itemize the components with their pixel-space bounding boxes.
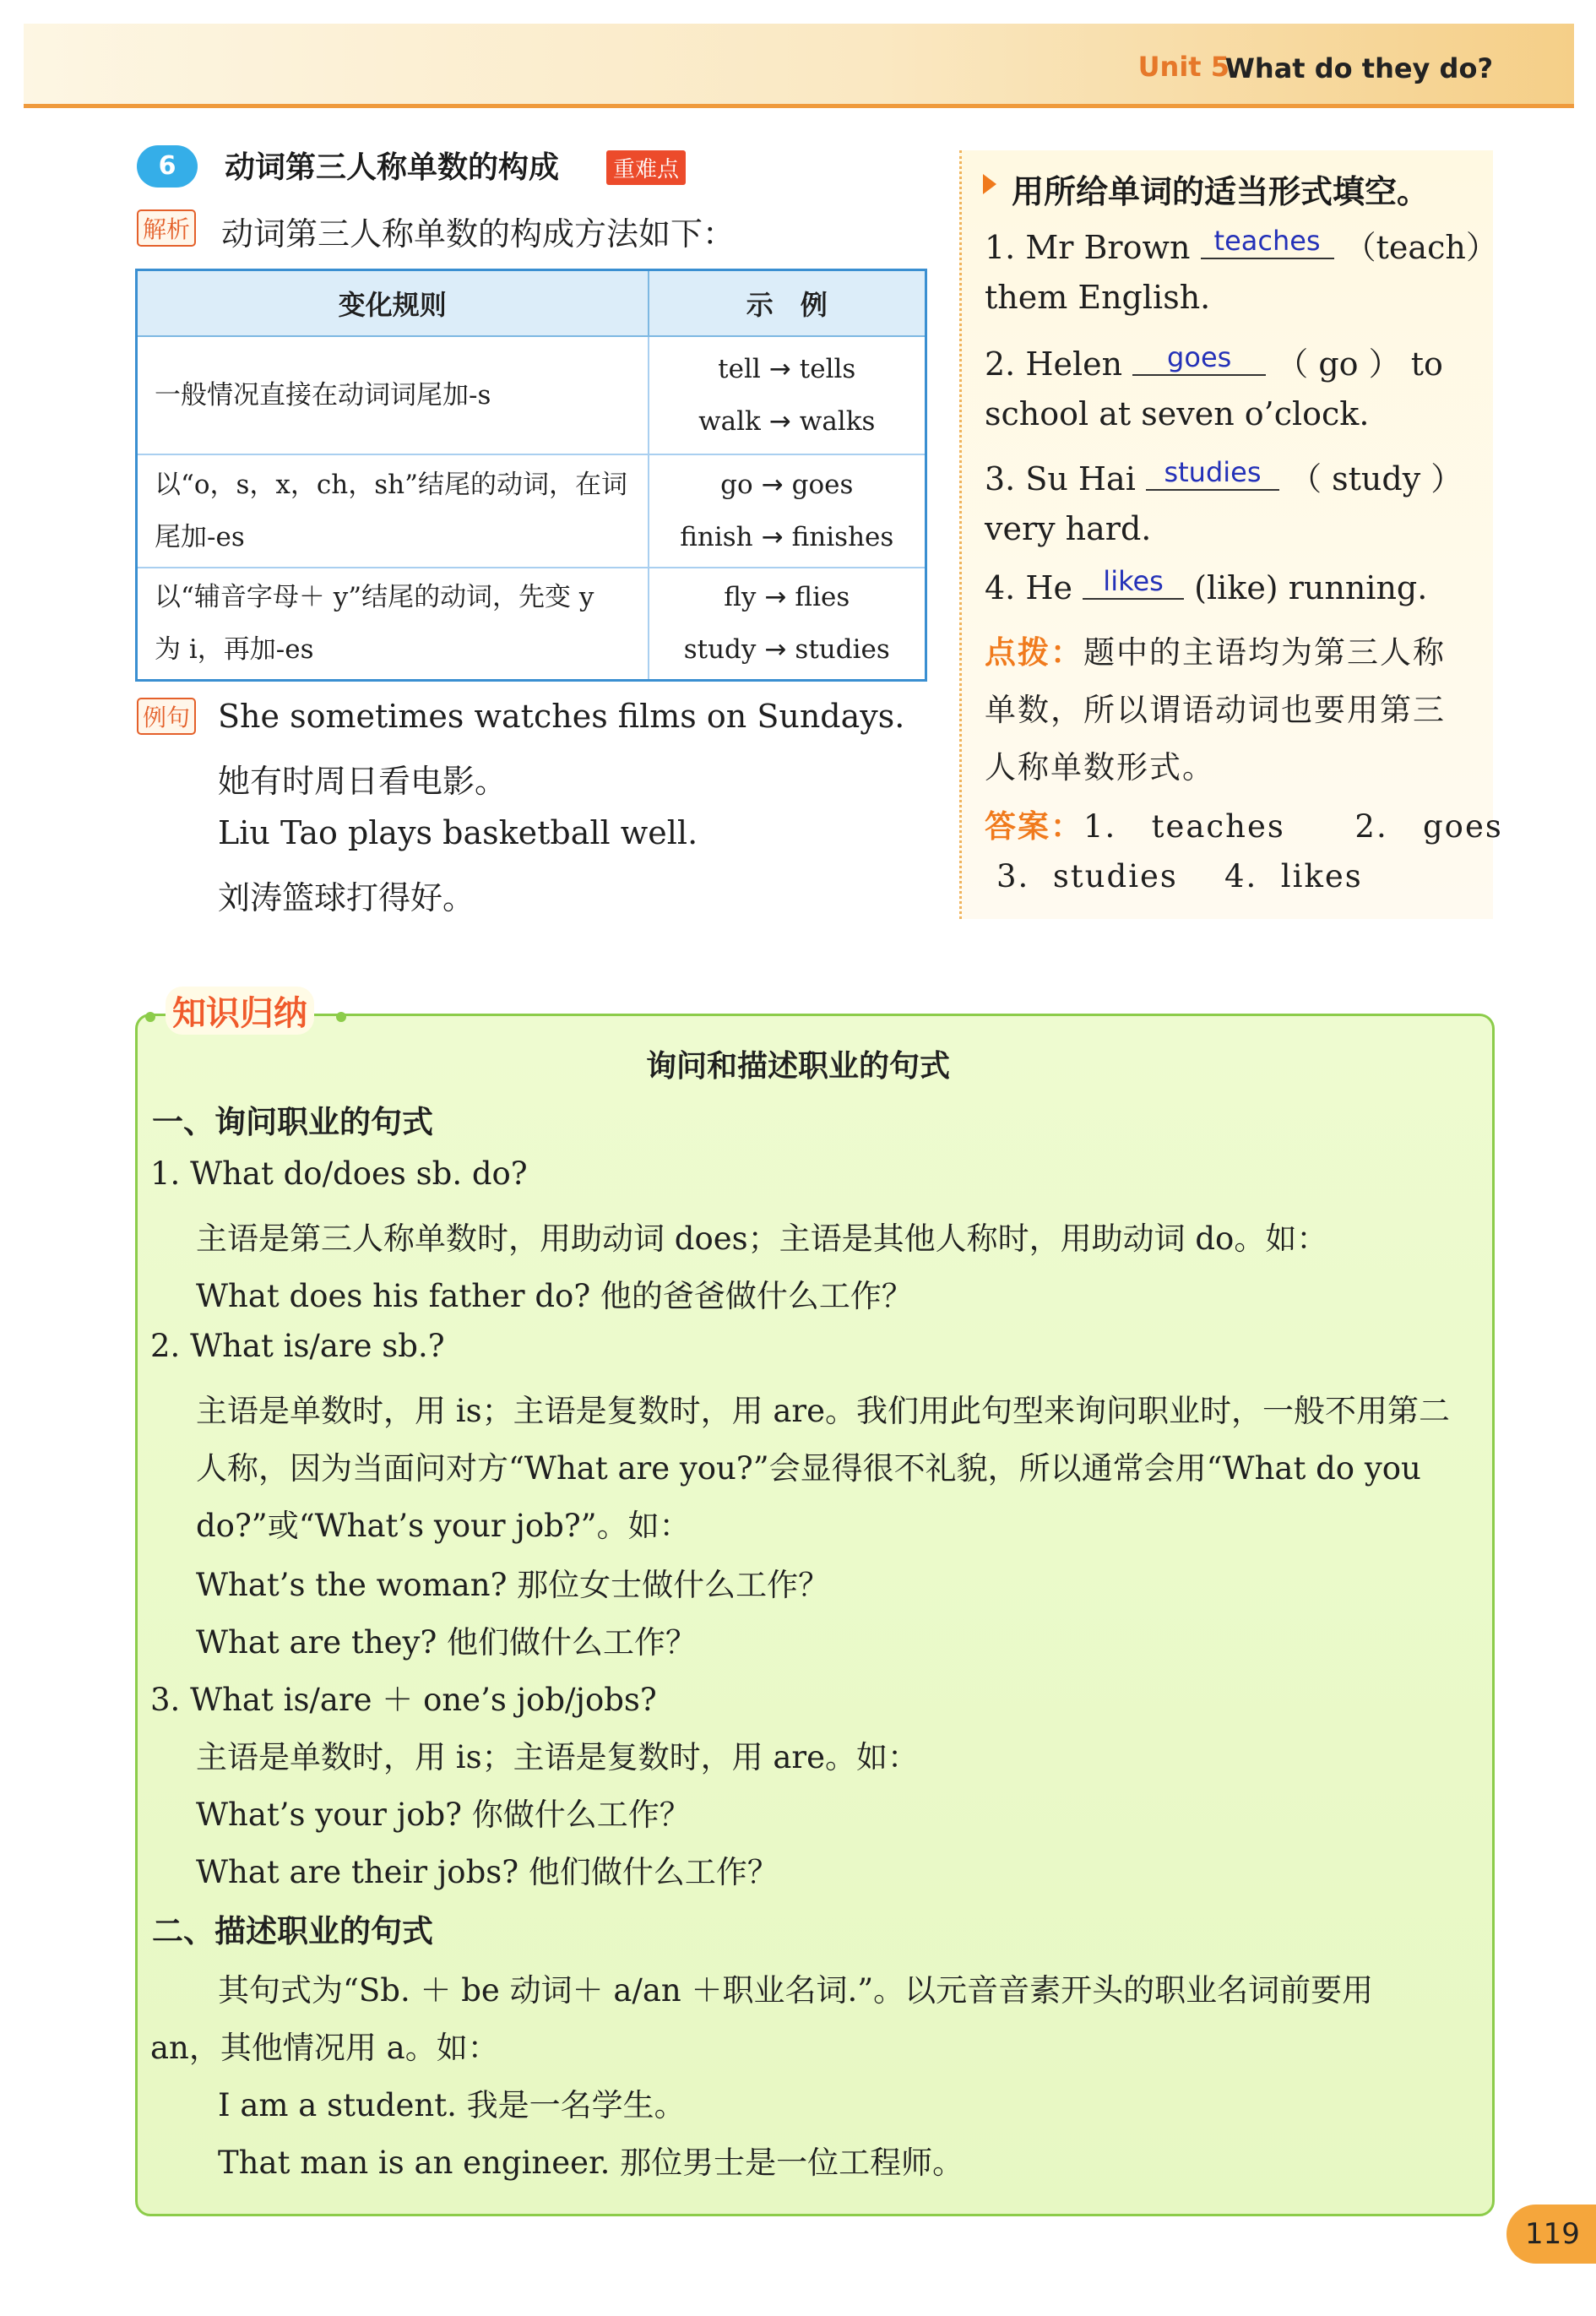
section-number-badge: 6 — [137, 145, 198, 188]
knowledge-title: 询问和描述职业的句式 — [645, 1049, 950, 1084]
unit-label: Unit 5 — [1137, 51, 1230, 83]
hint-word: (like) running. — [1194, 569, 1428, 606]
base-verb: study — [683, 634, 757, 666]
knowledge-line: I am a student. 我是一名学生。 — [218, 2087, 686, 2123]
question-text: 2. Helen — [985, 345, 1123, 383]
rule-text: 为 i，再加-es — [155, 634, 314, 666]
base-verb: go — [720, 469, 753, 500]
example-pair — [649, 511, 926, 563]
answer-blank: goes — [1132, 340, 1266, 376]
question-continuation: them English. — [985, 279, 1211, 316]
dot-icon — [145, 1012, 155, 1022]
knowledge-badge: 知识归纳 — [166, 987, 314, 1035]
tip-line — [985, 627, 1446, 672]
example-pair — [649, 343, 926, 395]
example-sentence: Liu Tao plays basketball well. — [218, 814, 698, 851]
exercise-item-1 — [985, 221, 1498, 268]
knowledge-line: an，其他情况用 a。如： — [150, 2030, 499, 2066]
table-header-example: 示 例 — [649, 270, 926, 336]
third-person-verb: studies — [795, 634, 890, 666]
table-row — [137, 454, 926, 568]
knowledge-line: What are their jobs? 他们做什么工作？ — [196, 1854, 779, 1890]
answer-blank: likes — [1083, 564, 1184, 600]
table-row — [137, 568, 926, 681]
answer-blank: teaches — [1201, 224, 1334, 259]
hint-word: （ study ） — [1289, 460, 1463, 497]
example-translation: 刘涛篮球打得好。 — [218, 879, 475, 916]
knowledge-line: What’s the woman? 那位女士做什么工作？ — [196, 1567, 830, 1603]
knowledge-line: 其句式为“Sb. ＋ be 动词＋ a/an ＋职业名词.”。以元音音素开头的职业名词前要用 — [218, 1972, 1374, 2009]
third-person-verb: tells — [799, 353, 856, 384]
answer-blank: studies — [1146, 455, 1279, 491]
answer-line — [985, 801, 1503, 846]
third-person-verb: flies — [795, 582, 850, 613]
knowledge-line: 1. What do/does sb. do? — [150, 1155, 528, 1192]
third-person-verb: walks — [799, 405, 876, 437]
knowledge-line: What are they? 他们做什么工作？ — [196, 1624, 698, 1661]
difficulty-badge: 重难点 — [606, 150, 686, 185]
knowledge-line: 3. What is/are ＋ one’s job/jobs? — [150, 1682, 657, 1718]
arrow-right-icon: → — [761, 469, 784, 500]
example-pair — [649, 395, 926, 448]
arrow-right-icon: → — [768, 405, 791, 437]
question-continuation: very hard. — [985, 510, 1152, 547]
table-row — [137, 336, 926, 454]
exercise-title: 用所给单词的适当形式填空。 — [1012, 173, 1430, 210]
third-person-verb: finishes — [791, 521, 894, 552]
tip-text: 人称单数形式。 — [985, 749, 1215, 786]
tip-text: 单数，所以谓语动词也要用第三 — [985, 692, 1446, 728]
page-number: 119 — [1506, 2205, 1596, 2264]
example-pair — [649, 571, 926, 623]
knowledge-line: That man is an engineer. 那位男士是一位工程师。 — [218, 2145, 964, 2181]
example-sentence: She sometimes watches films on Sundays. — [218, 698, 905, 735]
base-verb: fly — [724, 582, 757, 613]
knowledge-line: 主语是单数时，用 is；主语是复数时，用 are。我们用此句型来询问职业时，一般不用第二 — [196, 1393, 1450, 1429]
table-header-rule: 变化规则 — [137, 270, 649, 336]
question-text: 1. Mr Brown — [985, 229, 1191, 266]
analysis-tag: 解析 — [137, 209, 196, 247]
hint-word: （teach） — [1344, 229, 1498, 266]
base-verb: walk — [698, 405, 761, 437]
answer-label: 答案： — [985, 808, 1083, 845]
knowledge-line: What’s your job? 你做什么工作？ — [196, 1797, 691, 1833]
exercise-item-4 — [985, 565, 1428, 608]
example-translation: 她有时周日看电影。 — [218, 763, 508, 800]
triangle-bullet-icon — [983, 174, 996, 194]
knowledge-line: What does his father do? 他的爸爸做什么工作？ — [196, 1278, 913, 1314]
dot-icon — [336, 1012, 346, 1022]
arrow-right-icon: → — [764, 582, 787, 613]
knowledge-heading: 二、描述职业的句式 — [152, 1913, 433, 1949]
tip-text: 题中的主语均为第三人称 — [1083, 634, 1446, 671]
knowledge-line: do?”或“What’s your job?”。如： — [196, 1508, 691, 1544]
knowledge-heading: 一、询问职业的句式 — [152, 1104, 433, 1140]
arrow-right-icon: → — [764, 634, 787, 666]
answer-text: 1. teaches 2. goes — [1083, 808, 1503, 845]
knowledge-line: 2. What is/are sb.? — [150, 1328, 445, 1364]
rule-text: 以“辅音字母＋ y”结尾的动词，先变 y — [155, 582, 594, 613]
base-verb: tell — [718, 353, 761, 384]
rule-text: 尾加-es — [155, 521, 245, 552]
third-person-verb: goes — [791, 469, 854, 500]
page-header — [24, 24, 1574, 108]
example-pair — [649, 459, 926, 511]
knowledge-line: 人称，因为当面问对方“What are you?”会显得很不礼貌，所以通常会用“What do you — [196, 1450, 1421, 1487]
rule-text: 一般情况直接在动词词尾加-s — [155, 379, 491, 410]
tip-label: 点拨： — [985, 634, 1083, 671]
question-text: 4. He — [985, 569, 1072, 606]
arrow-right-icon: → — [761, 521, 784, 552]
example-tag: 例句 — [137, 698, 196, 735]
exercise-item-2 — [985, 338, 1443, 384]
answer-text: 3. studies 4. likes — [996, 858, 1363, 894]
example-pair — [649, 623, 926, 676]
rules-table — [135, 269, 927, 682]
exercise-item-3 — [985, 453, 1463, 499]
arrow-right-icon: → — [768, 353, 791, 384]
unit-title: What do they do? — [1224, 52, 1493, 84]
section-title: 动词第三人称单数的构成 — [225, 150, 560, 185]
rule-text: 以“o，s，x，ch，sh”结尾的动词，在词 — [155, 469, 627, 500]
knowledge-line: 主语是第三人称单数时，用助动词 does；主语是其他人称时，用助动词 do。如： — [196, 1221, 1328, 1257]
hint-word: （ go ） to — [1276, 345, 1443, 383]
question-continuation: school at seven o’clock. — [985, 395, 1370, 432]
question-text: 3. Su Hai — [985, 460, 1136, 497]
knowledge-line: 主语是单数时，用 is；主语是复数时，用 are。如： — [196, 1739, 919, 1775]
analysis-text: 动词第三人称单数的构成方法如下： — [221, 215, 736, 253]
base-verb: finish — [680, 521, 753, 552]
